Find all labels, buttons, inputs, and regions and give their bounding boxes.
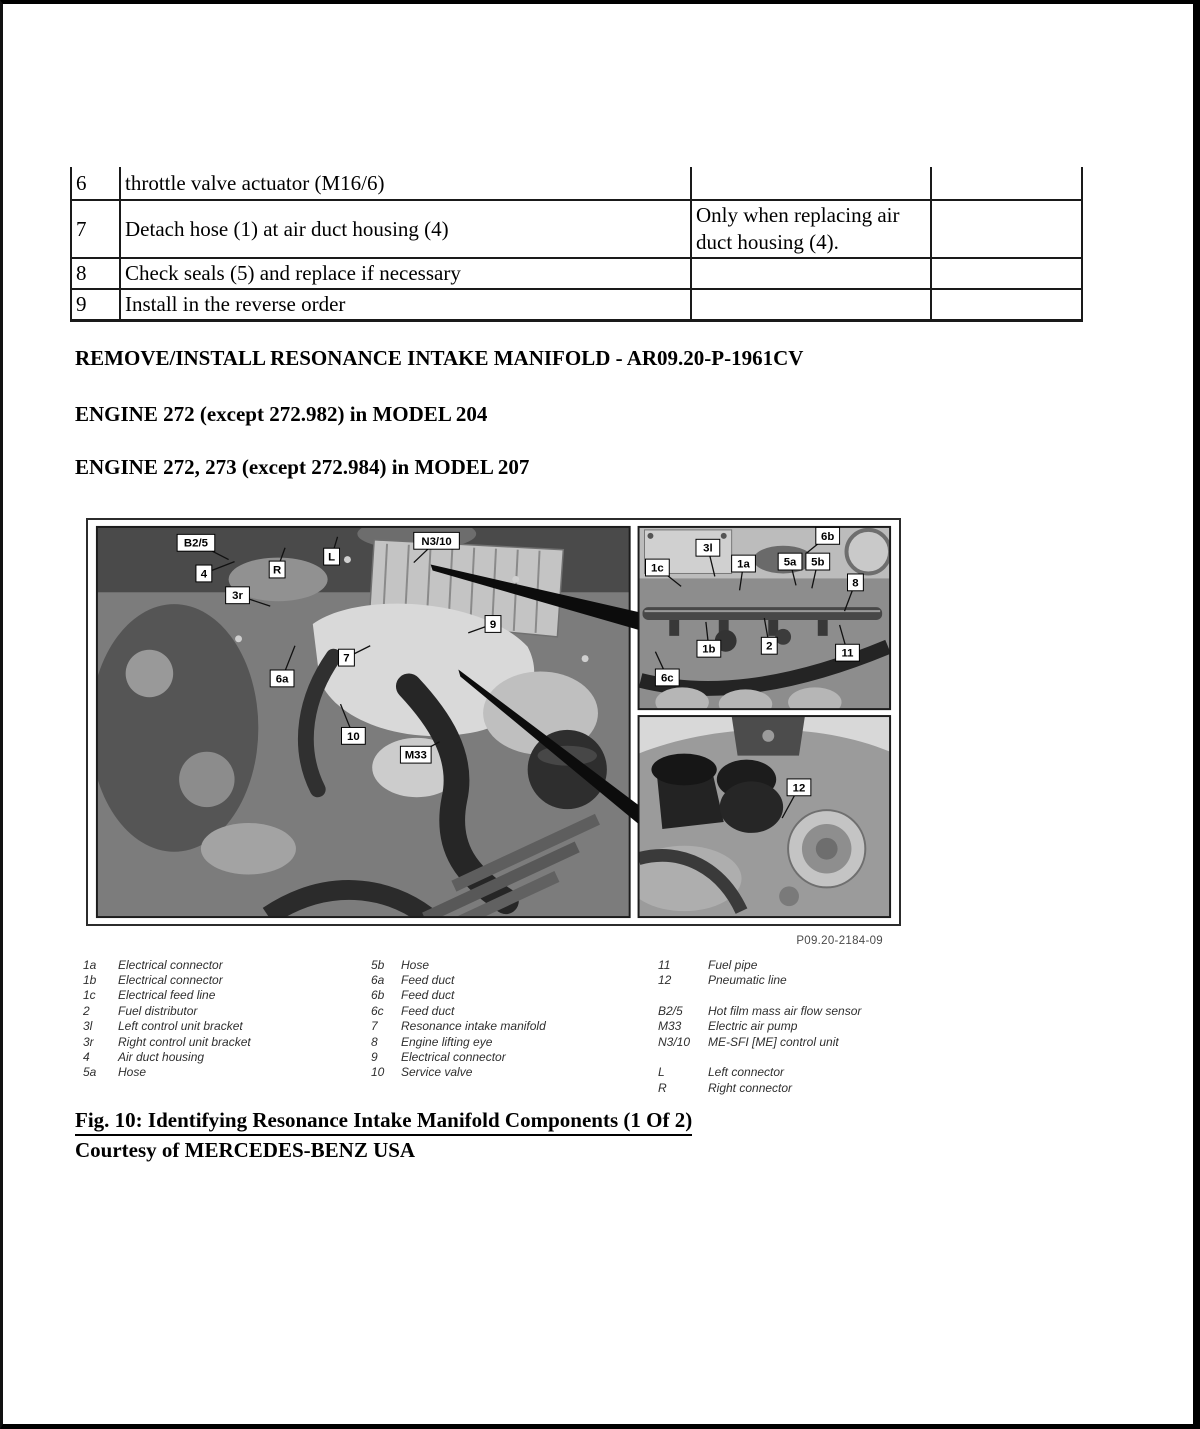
legend-entry — [658, 1019, 861, 1034]
legend-entry — [83, 1065, 251, 1080]
engine-applicability-2: ENGINE 272, 273 (except 272.984) in MODEL 207 — [75, 455, 530, 479]
legend-key: 7 — [371, 1019, 378, 1034]
svg-text:7: 7 — [343, 652, 350, 665]
legend-key: 8 — [371, 1034, 378, 1049]
svg-text:3r: 3r — [232, 590, 243, 603]
legend-key: 11 — [658, 957, 671, 972]
legend-key: 5b — [371, 957, 385, 972]
legend-entry — [371, 972, 546, 987]
legend-entry — [83, 972, 251, 987]
step-number: 9 — [71, 289, 120, 321]
svg-text:6a: 6a — [275, 673, 289, 686]
svg-text:3l: 3l — [703, 542, 713, 555]
legend-key: 4 — [83, 1050, 90, 1065]
table-row — [71, 167, 1082, 200]
step-description: Install in the reverse order — [120, 289, 691, 321]
step-description: Check seals (5) and replace if necessary — [120, 258, 691, 289]
legend-label: Fuel distributor — [118, 1003, 198, 1018]
figure-caption: Fig. 10: Identifying Resonance Intake Manifold Components (1 Of 2) — [75, 1108, 692, 1136]
legend-spacer — [658, 1049, 861, 1064]
legend-key: L — [658, 1065, 665, 1080]
legend-entry — [658, 1034, 861, 1049]
engine-figure-svg — [88, 520, 899, 924]
legend-label: Hot film mass air flow sensor — [708, 1003, 862, 1018]
step-description: throttle valve actuator (M16/6) — [120, 167, 691, 200]
legend-label: Fuel pipe — [708, 957, 758, 972]
section-title: REMOVE/INSTALL RESONANCE INTAKE MANIFOLD - AR09.20-P-1961CV — [75, 346, 804, 370]
legend-entry — [658, 1065, 861, 1080]
step-extra — [931, 258, 1082, 289]
legend-entry — [658, 972, 861, 987]
svg-text:2: 2 — [766, 640, 773, 653]
legend-entry — [371, 1049, 546, 1064]
svg-text:9: 9 — [489, 618, 497, 631]
step-extra — [931, 200, 1082, 258]
engine-applicability-1: ENGINE 272 (except 272.982) in MODEL 204 — [75, 402, 488, 426]
legend-label: Left control unit bracket — [118, 1019, 243, 1034]
legend-key: 5a — [83, 1065, 97, 1080]
step-note — [691, 258, 931, 289]
procedure-table-body — [71, 167, 1082, 321]
svg-text:L: L — [328, 551, 336, 564]
step-number: 6 — [71, 167, 120, 200]
legend-entry — [371, 988, 546, 1003]
step-extra — [931, 167, 1082, 200]
legend-key: 1b — [83, 973, 97, 988]
svg-text:10: 10 — [347, 730, 360, 743]
legend-label: Hose — [401, 957, 430, 972]
step-note: Only when replacing air duct housing (4). — [691, 200, 931, 258]
svg-text:6c: 6c — [660, 672, 674, 685]
legend-key: 6c — [371, 1003, 384, 1018]
legend-entry — [371, 957, 546, 972]
legend-entry — [658, 957, 861, 972]
legend-key: 6b — [371, 988, 385, 1003]
legend-entry — [371, 1019, 546, 1034]
legend-label: Service valve — [401, 1065, 473, 1080]
svg-text:R: R — [273, 564, 282, 577]
svg-text:8: 8 — [852, 577, 859, 590]
legend-entry — [83, 1003, 251, 1018]
legend-label: Feed duct — [401, 988, 455, 1003]
legend-entry — [371, 1034, 546, 1049]
svg-text:5a: 5a — [783, 556, 797, 569]
svg-text:6b: 6b — [821, 530, 835, 543]
legend-label: Resonance intake manifold — [401, 1019, 546, 1034]
legend-key: 9 — [371, 1050, 378, 1065]
legend-column-1 — [83, 957, 251, 1080]
legend-label: Electrical connector — [118, 973, 223, 988]
main-engine-photo — [90, 520, 630, 924]
legend-entry — [83, 988, 251, 1003]
legend-entry — [83, 957, 251, 972]
step-extra — [931, 289, 1082, 321]
legend-label: Feed duct — [401, 1003, 455, 1018]
legend-key: B2/5 — [658, 1003, 683, 1018]
legend-label: Electric air pump — [708, 1019, 798, 1034]
legend-label: Right connector — [708, 1080, 793, 1095]
air-pump-detail-photo — [627, 716, 890, 917]
svg-text:N3/10: N3/10 — [421, 535, 452, 548]
legend-key: M33 — [658, 1019, 682, 1034]
legend-label: Left connector — [708, 1065, 785, 1080]
svg-text:5b: 5b — [811, 556, 825, 569]
legend-entry — [83, 1034, 251, 1049]
svg-text:1a: 1a — [737, 558, 750, 571]
legend-label: Feed duct — [401, 973, 455, 988]
legend-label: Engine lifting eye — [401, 1034, 493, 1049]
table-row — [71, 200, 1082, 258]
procedure-table — [70, 167, 1083, 322]
legend-key: 10 — [371, 1065, 385, 1080]
fuel-rail-detail-photo — [639, 527, 891, 719]
legend-key: R — [658, 1080, 667, 1095]
svg-text:11: 11 — [841, 647, 854, 660]
legend-column-2 — [371, 957, 546, 1080]
legend-key: 6a — [371, 973, 385, 988]
legend-key: 3r — [83, 1034, 94, 1049]
legend-label: Right control unit bracket — [118, 1034, 251, 1049]
legend-spacer — [658, 988, 861, 1003]
legend-entry — [658, 1080, 861, 1095]
legend-key: 3l — [83, 1019, 93, 1034]
legend-label: Electrical connector — [118, 957, 223, 972]
step-number: 7 — [71, 200, 120, 258]
engine-figure — [86, 518, 901, 926]
legend-label: Air duct housing — [118, 1050, 205, 1065]
legend-label: ME-SFI [ME] control unit — [708, 1034, 839, 1049]
legend-entry — [83, 1019, 251, 1034]
legend-label: Pneumatic line — [708, 973, 787, 988]
legend-label: Electrical connector — [401, 1050, 506, 1065]
step-note — [691, 289, 931, 321]
svg-text:1b: 1b — [702, 643, 716, 656]
figure-reference-code: P09.20-2184-09 — [796, 935, 883, 947]
legend-key: 1a — [83, 957, 97, 972]
legend-label: Electrical feed line — [118, 988, 216, 1003]
legend-entry — [371, 1003, 546, 1018]
legend-key: 1c — [83, 988, 96, 1003]
table-row — [71, 258, 1082, 289]
legend-column-3 — [658, 957, 861, 1096]
figure-courtesy: Courtesy of MERCEDES-BENZ USA — [75, 1138, 416, 1162]
legend-label: Hose — [118, 1065, 147, 1080]
step-number: 8 — [71, 258, 120, 289]
legend-key: N3/10 — [658, 1034, 691, 1049]
legend-entry — [371, 1065, 546, 1080]
svg-text:1c: 1c — [651, 562, 664, 575]
svg-text:M33: M33 — [404, 749, 427, 762]
step-description: Detach hose (1) at air duct housing (4) — [120, 200, 691, 258]
step-note — [691, 167, 931, 200]
svg-text:12: 12 — [792, 782, 806, 795]
legend-key: 12 — [658, 973, 672, 988]
legend-entry — [83, 1049, 251, 1064]
svg-text:B2/5: B2/5 — [183, 537, 208, 550]
svg-text:4: 4 — [200, 568, 208, 581]
legend-key: 2 — [83, 1003, 90, 1018]
table-row — [71, 289, 1082, 321]
legend-entry — [658, 1003, 861, 1018]
